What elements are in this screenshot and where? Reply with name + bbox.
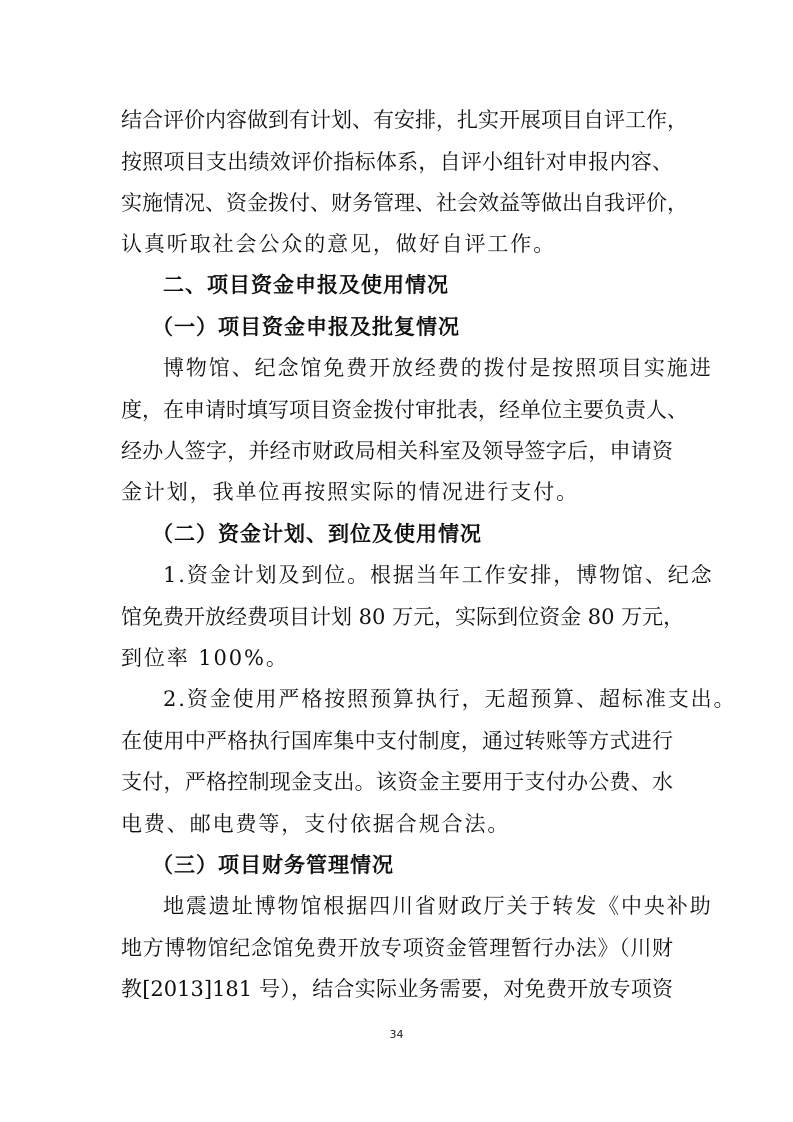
sub2-para2-line-4: 电费、邮电费等，支付依据合规合法。 [121, 812, 511, 836]
sub2-para2-line-3: 支付，严格控制现金支出。该资金主要用于支付办公费、水 [121, 770, 673, 794]
sub2-para2-line-2: 在使用中严格执行国库集中支付制度，通过转账等方式进行 [121, 729, 673, 753]
sub1-line-3: 经办人签字，并经市财政局相关科室及领导签字后，申请资 [121, 439, 673, 463]
subsection-heading-1: （一）项目资金申报及批复情况 [152, 315, 460, 339]
sub3-line-3: 教[2013]181 号），结合实际业务需要，对免费开放专项资 [121, 977, 673, 1001]
intro-line-1: 结合评价内容做到有计划、有安排，扎实开展项目自评工作， [121, 108, 688, 132]
subsection-heading-3: （三）项目财务管理情况 [152, 853, 394, 877]
intro-line-4: 认真听取社会公众的意见，做好自评工作。 [121, 232, 557, 256]
sub3-line-2: 地方博物馆纪念馆免费开放专项资金管理暂行办法》（川财 [121, 936, 673, 960]
sub2-para2-line-1: 2.资金使用严格按照预算执行，无超预算、超标准支出。 [163, 687, 737, 711]
page-number: 34 [389, 1028, 404, 1041]
sub1-line-2: 度，在申请时填写项目资金拨付审批表，经单位主要负责人、 [121, 398, 688, 422]
sub2-para1-line-3: 到位率 100%。 [121, 646, 289, 670]
sub3-line-1: 地震遗址博物馆根据四川省财政厅关于转发《中央补助 [163, 894, 713, 918]
section-heading: 二、项目资金申报及使用情况 [163, 273, 449, 297]
sub1-line-4: 金计划，我单位再按照实际的情况进行支付。 [121, 480, 579, 504]
intro-line-3: 实施情况、资金拨付、财务管理、社会效益等做出自我评价， [121, 191, 688, 215]
subsection-heading-2: （二）资金计划、到位及使用情况 [152, 522, 482, 546]
intro-line-2: 按照项目支出绩效评价指标体系，自评小组针对申报内容、 [121, 150, 673, 174]
sub1-line-1: 博物馆、纪念馆免费开放经费的拨付是按照项目实施进 [163, 356, 713, 380]
sub2-para1-line-2: 馆免费开放经费项目计划 80 万元，实际到位资金 80 万元， [121, 605, 685, 629]
sub2-para1-line-1: 1.资金计划及到位。根据当年工作安排，博物馆、纪念 [163, 563, 714, 587]
